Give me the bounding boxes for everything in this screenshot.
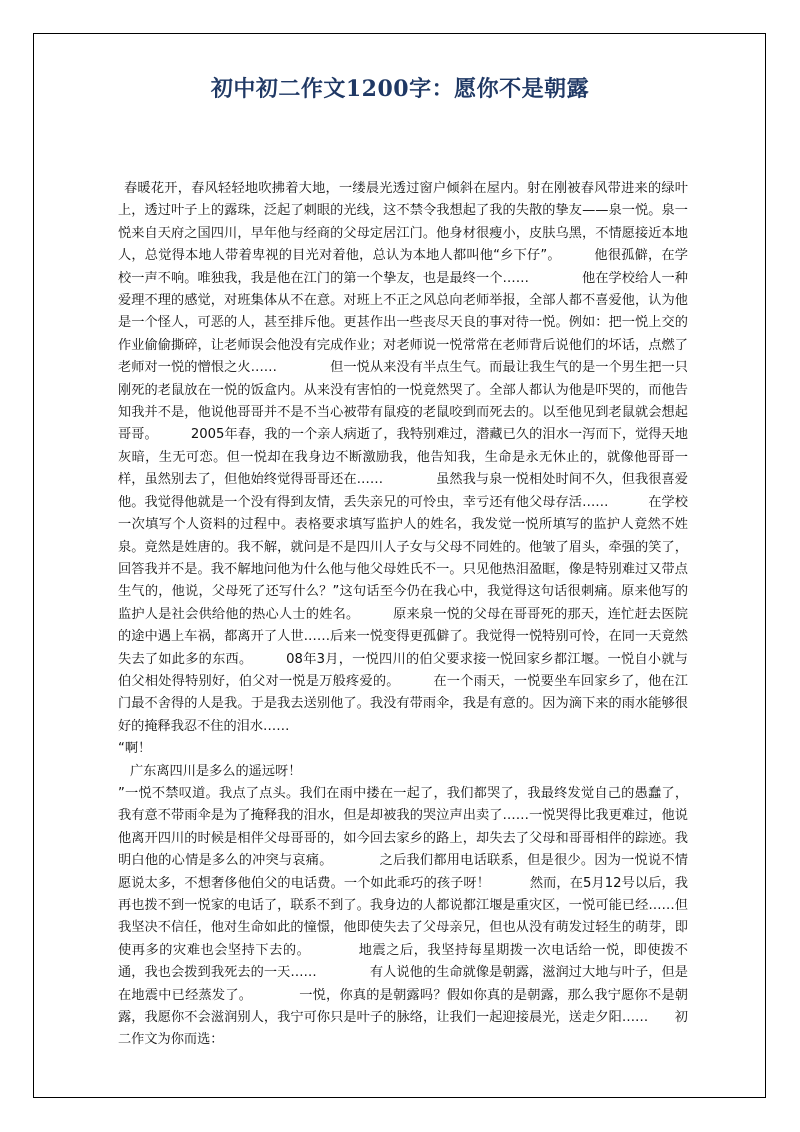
paragraph: ”一悦不禁叹道。我点了点头。我们在雨中搂在一起了，我们都哭了，我最终发觉自己的愚蠢了，我有意不带雨伞是为了掩释我的泪水，但是却被我的哭泣声出卖了……一悦哭得比我更难过，他说他离开四川的时候是相伴父母哥哥的，如今回去家乡的路上，却失去了父母和哥哥相伴的踪迹。我明白他的心情是多么的冲突与哀痛。 之后我们都用电话联系，但是很少。因为一悦说不情愿说太多，不想奢侈他伯父的电话费。一个如此乖巧的孩子呀！ 然而，在5月12号以后，我再也拨不到一悦家的电话了，联系不到了。我身边的人都说都江堰是重灾区，一悦可能已经……但我坚决不信任，他对生命如此的憧憬，他即使失去了父母亲兄，但也从没有萌发过轻生的萌芽，即使再多的灾难也会坚持下去的。 地震之后，我坚持每星期拨一次电话给一悦，即使拨不通，我也会拨到我死去的一天…… 有人说他的生命就像是朝露，滋润过大地与叶子，但是在地震中已经蒸发了。 一悦，你真的是朝露吗？假如你真的是朝露，那么我宁愿你不是朝露，我愿你不会滋润别人，我宁可你只是叶子的脉络，让我们一起迎接晨光，送走夕阳…… 初二作文为你而选： [118, 785, 688, 1048]
essay-body [118, 178, 688, 1052]
paragraph: 春暖花开，春风轻轻地吹拂着大地，一缕晨光透过窗户倾斜在屋内。射在刚被春风带进来的绿叶上，透过叶子上的露珠，泛起了刺眼的光线，这不禁令我想起了我的失散的挚友——泉一悦。泉一悦来自天府之国四川，早年他与经商的父母定居江门。他身材很瘦小，皮肤乌黑，不情愿接近本地人，总觉得本地人带着卑视的目光对着他，总认为本地人都叫他“乡下仔”。 他很孤僻，在学校一声不响。唯独我，我是他在江门的第一个挚友，也是最终一个…… 他在学校给人一种爱理不理的感觉，对班集体从不在意。对班上不正之风总向老师举报，全部人都不喜爱他，认为他是一个怪人，可恶的人，甚至排斥他。更甚作出一些丧尽天良的事对待一悦。例如：把一悦上交的作业偷偷撕碎，让老师误会他没有完成作业；对老师说一悦常常在老师背后说他们的坏话，点燃了老师对一悦的憎恨之火…… 但一悦从来没有半点生气。而最让我生气的是一个男生把一只刚死的老鼠放在一悦的饭盒内。从来没有害怕的一悦竟然哭了。全部人都认为他是吓哭的，而他告知我并不是，他说他哥哥并不是不当心被带有鼠疫的老鼠咬到而死去的。以至他见到老鼠就会想起哥哥。 2005年春，我的一个亲人病逝了，我特别难过，潜藏已久的泪水一泻而下，觉得天地灰暗，生无可恋。但一悦却在我身边不断激励我，他告知我，生命是永无休止的，就像他哥哥一样，虽然别去了，但他始终觉得哥哥还在…… 虽然我与泉一悦相处时间不久，但我很喜爱他。我觉得他就是一个没有得到友情，丢失亲兄的可怜虫，幸亏还有他父母存活…… 在学校一次填写个人资料的过程中。表格要求填写监护人的姓名，我发觉一悦所填写的监护人竟然不姓泉。竟然是姓唐的。我不解，就问是不是四川人子女与父母不同姓的。他皱了眉头，牵强的笑了，回答我并不是。我不解地问他为什么他与他父母姓氏不一。只见他热泪盈眶，像是特别难过又带点生气的，他说，父母死了还写什么？”这句话至今仍在我心中，我觉得这句话很刺痛。原来他写的监护人是社会供给他的热心人士的姓名。 原来泉一悦的父母在哥哥死的那天，连忙赶去医院的途中遇上车祸，都离开了人世……后来一悦变得更孤僻了。我觉得一悦特别可怜，在同一天竟然失去了如此多的东西。 08年3月，一悦四川的伯父要求接一悦回家乡都江堰。一悦自小就与伯父相处得特别好，伯父对一悦是万般疼爱的。 在一个雨天，一悦要坐车回家乡了，他在江门最不舍得的人是我。于是我去送别他了。我没有带雨伞，我是有意的。因为滴下来的雨水能够很好的掩释我忍不住的泪水…… [118, 181, 688, 734]
document-title: 初中初二作文1200字：愿你不是朝露 [210, 76, 590, 102]
paragraph: 广东离四川是多么的遥远呀！ [130, 763, 302, 779]
paragraph: “啊！ [118, 741, 152, 757]
